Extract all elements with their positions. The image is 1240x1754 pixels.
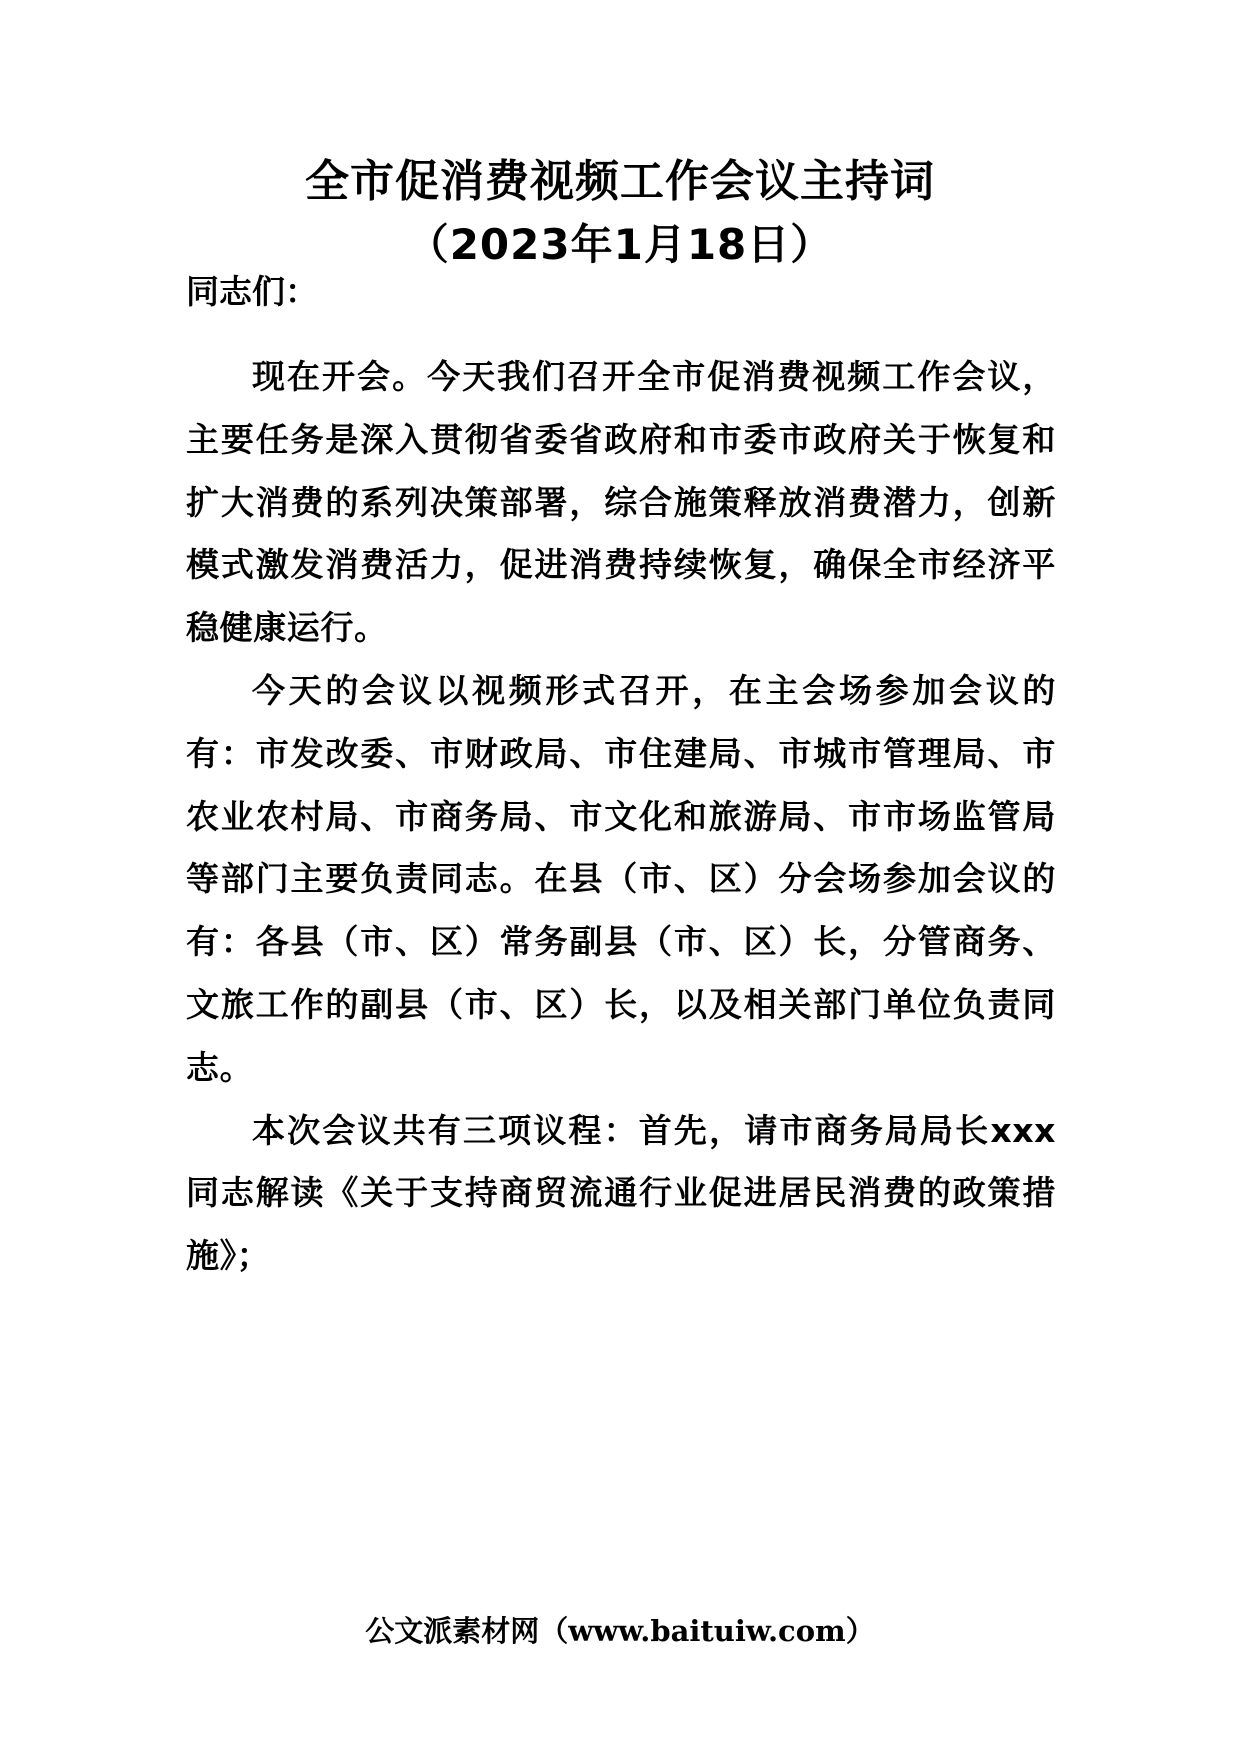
footer-source: 公文派素材网（www.baituiw.com） — [365, 1614, 875, 1648]
paragraph-attendees: 今天的会议以视频形式召开，在主会场参加会议的有：市发改委、市财政局、市住建局、市城市管理局、市农业农村局、市商务局、市文化和旅游局、市市场监管局等部门主要负责同志。在县（市、区）分会场参加会议的有：各县（市、区）常务副县（市、区）长，分管商务、文旅工作的副县（市、区）长，以及相关部门单位负责同志。 — [186, 670, 1056, 1087]
paragraph-agenda: 本次会议共有三项议程：首先，请市商务局局长xxx同志解读《关于支持商贸流通行业促进居民消费的政策措施》； — [186, 1110, 1056, 1276]
document-body — [186, 346, 1056, 1288]
salutation: 同志们： — [186, 272, 318, 311]
document-title: 全市促消费视频工作会议主持词 — [305, 156, 935, 207]
paragraph-opening: 现在开会。今天我们召开全市促消费视频工作会议，主要任务是深入贯彻省委省政府和市委市政府关于恢复和扩大消费的系列决策部署，综合施策释放消费潜力，创新模式激发消费活力，促进消费持续恢复，确保全市经济平稳健康运行。 — [186, 357, 1056, 648]
document-date: （2023年1月18日） — [406, 220, 834, 269]
